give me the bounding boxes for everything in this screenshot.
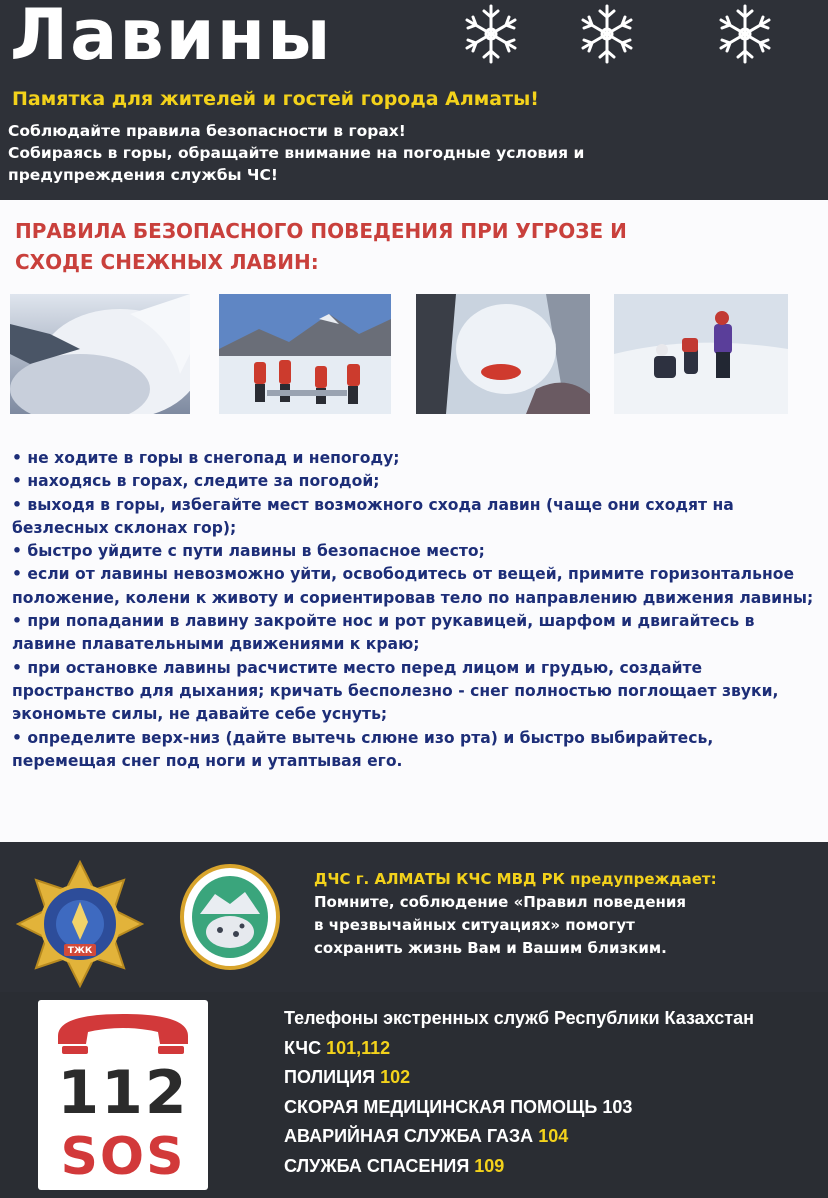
emblem-label: ТЖК <box>67 946 93 956</box>
warning-band <box>0 842 828 992</box>
emergency-number: 112 <box>57 1058 189 1128</box>
sos-card <box>38 1000 208 1190</box>
service-number: 102 <box>380 1067 411 1087</box>
rules-heading-line: ПРАВИЛА БЕЗОПАСНОГО ПОВЕДЕНИЯ ПРИ УГРОЗЕ И <box>15 219 627 243</box>
snow-tunnel-photo <box>416 294 590 414</box>
warning-line: сохранить жизнь Вам и Вашим близким. <box>314 939 667 957</box>
rule-item: • быстро уйдите с пути лавины в безопасное место; <box>12 540 820 563</box>
rule-item: • находясь в горах, следите за погодой; <box>12 470 820 493</box>
header <box>0 0 828 205</box>
phone-icon <box>52 1008 194 1058</box>
safety-intro <box>8 120 808 186</box>
rescue-team-photo <box>219 294 391 414</box>
sos-label: SOS <box>60 1127 186 1187</box>
rule-item: • если от лавины невозможно уйти, освободитесь от вещей, примите горизонтальное положение, колени к животу и сориентировав тело по направлению движения лавины; <box>12 563 820 610</box>
phone-row <box>284 1034 824 1064</box>
rescuers-digging-photo <box>614 294 788 414</box>
service-number: 103 <box>602 1096 633 1117</box>
warning-line: в чрезвычайных ситуациях» помогут <box>314 916 635 934</box>
intro-line: Собираясь в горы, обращайте внимание на погодные условия и <box>8 144 585 162</box>
warning-lead: ДЧС г. АЛМАТЫ КЧС МВД РК предупреждает: <box>314 870 717 888</box>
phone-list <box>284 1004 824 1181</box>
emergency-committee-emblem <box>16 860 144 988</box>
phone-row <box>284 1093 824 1123</box>
page-title: Лавины <box>10 0 333 76</box>
snowflake-icon <box>572 2 642 66</box>
rule-item: • при попадании в лавину закройте нос и рот рукавицей, шарфом и двигайтесь в лавине плавательными движениями к краю; <box>12 610 820 657</box>
rules-sheet <box>0 200 828 842</box>
service-name: СКОРАЯ МЕДИЦИНСКАЯ ПОМОЩЬ <box>284 1096 598 1117</box>
rule-item: • определите верх-низ (дайте вытечь слюне изо рта) и быстро выбирайтесь, перемещая снег под ноги и утаптывая его. <box>12 727 820 774</box>
service-name: СЛУЖБА СПАСЕНИЯ <box>284 1155 470 1176</box>
phone-row <box>284 1152 824 1182</box>
phone-row <box>284 1063 824 1093</box>
service-number: 104 <box>538 1126 569 1146</box>
rules-heading-line: СХОДЕ СНЕЖНЫХ ЛАВИН: <box>15 250 319 274</box>
rule-item: • не ходите в горы в снегопад и непогоду; <box>12 447 820 470</box>
rules-list <box>12 447 820 773</box>
emergency-phones <box>0 992 828 1198</box>
subtitle: Памятка для жителей и гостей города Алматы! <box>12 88 539 110</box>
rules-heading <box>15 216 627 278</box>
photo-strip <box>0 294 828 424</box>
service-name: ПОЛИЦИЯ <box>284 1067 376 1087</box>
warning-line: Помните, соблюдение «Правил поведения <box>314 893 687 911</box>
service-number: 101,112 <box>326 1037 391 1058</box>
service-number: 109 <box>474 1155 505 1176</box>
intro-line: Соблюдайте правила безопасности в горах! <box>8 122 406 140</box>
service-name: КЧС <box>284 1037 322 1058</box>
avalanche-photo <box>10 294 190 414</box>
rule-item: • выходя в горы, избегайте мест возможного схода лавин (чаще они сходят на безлесных склонах гор); <box>12 494 820 541</box>
snowflake-icon <box>456 2 526 66</box>
phone-list-title: Телефоны экстренных служб Республики Казахстан <box>284 1008 754 1028</box>
phone-row <box>284 1122 824 1152</box>
snowflake-icon <box>710 2 780 66</box>
rule-item: • при остановке лавины расчистите место перед лицом и грудью, создайте пространство для дыхания; кричать бесполезно - снег полностью поглощает звуки, экономьте силы, не давайте себе уснуть; <box>12 657 820 727</box>
warning-text <box>314 868 814 960</box>
almaty-city-emblem <box>180 864 280 970</box>
intro-line: предупреждения службы ЧС! <box>8 166 278 184</box>
snowflake-group <box>456 2 816 66</box>
service-name: АВАРИЙНАЯ СЛУЖБА ГАЗА <box>284 1126 534 1146</box>
